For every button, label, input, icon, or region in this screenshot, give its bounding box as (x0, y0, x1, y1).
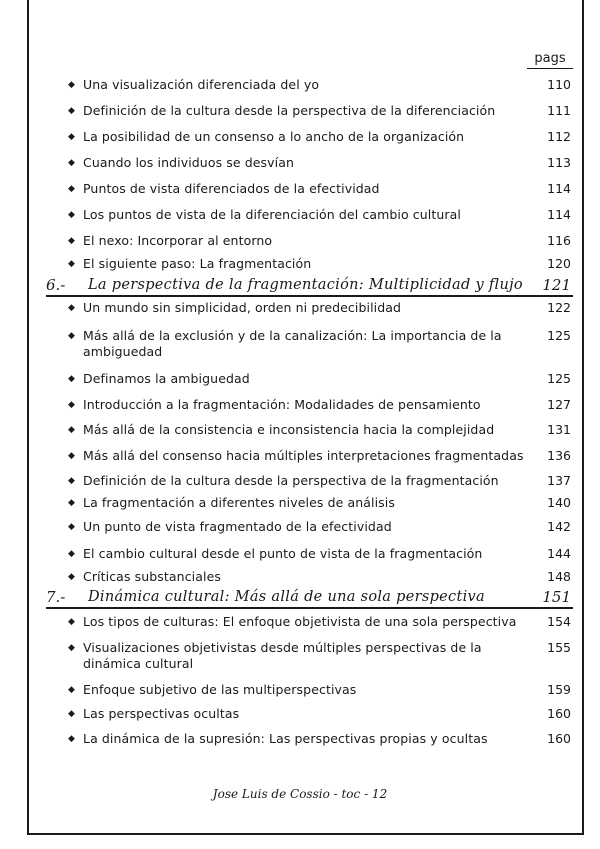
toc-item-text: El nexo: Incorporar al entorno (83, 233, 273, 248)
bullet-diamond-icon: ◆ (68, 709, 75, 719)
toc-item-text: El cambio cultural desde el punto de vista de la fragmentación (83, 546, 483, 561)
bullet-diamond-icon: ◆ (68, 498, 75, 508)
bullet-diamond-icon: ◆ (68, 259, 75, 269)
bullet-diamond-icon: ◆ (68, 425, 75, 435)
toc-item-page-number: 142 (547, 519, 571, 534)
toc-item-text: Las perspectivas ocultas (83, 706, 240, 721)
toc-item-page-number: 140 (547, 495, 571, 510)
toc-item-text: Puntos de vista diferenciados de la efectividad (83, 181, 380, 196)
toc-item-text: Los puntos de vista de la diferenciación del cambio cultural (83, 207, 461, 222)
toc-item-page-number: 154 (547, 614, 571, 629)
toc-item-page-number: 114 (547, 181, 571, 196)
bullet-diamond-icon: ◆ (68, 522, 75, 532)
toc-item-page-number: 160 (547, 731, 571, 746)
chapter-title: La perspectiva de la fragmentación: Multiplicidad y flujo (88, 277, 523, 293)
bullet-diamond-icon: ◆ (68, 549, 75, 559)
toc-item-page-number: 160 (547, 706, 571, 721)
toc-item-text: Cuando los individuos se desvían (83, 155, 295, 170)
chapter-underline (46, 295, 573, 297)
bullet-diamond-icon: ◆ (68, 132, 75, 142)
toc-item-text: Críticas substanciales (83, 569, 221, 584)
toc-item-text: Más allá de la consistencia e inconsistencia hacia la complejidad (83, 422, 495, 437)
toc-item-text: Los tipos de culturas: El enfoque objetivista de una sola perspectiva (83, 614, 517, 629)
toc-item-page-number: 110 (547, 77, 571, 92)
toc-item-page-number: 112 (547, 129, 571, 144)
toc-item-text: La fragmentación a diferentes niveles de análisis (83, 495, 395, 510)
toc-item-page-number: 120 (547, 256, 571, 271)
bullet-diamond-icon: ◆ (68, 303, 75, 313)
toc-item-text: Más allá de la exclusión y de la canalización: La importancia de la ambiguedad (83, 328, 502, 359)
chapter-title: Dinámica cultural: Más allá de una sola perspectiva (88, 589, 485, 605)
toc-item-page-number: 131 (547, 422, 571, 437)
bullet-diamond-icon: ◆ (68, 400, 75, 410)
bullet-diamond-icon: ◆ (68, 210, 75, 220)
toc-item-page-number: 159 (547, 682, 571, 697)
bullet-diamond-icon: ◆ (68, 106, 75, 116)
toc-item-page-number: 125 (547, 371, 571, 386)
toc-item-page-number: 137 (547, 473, 571, 488)
toc-item-page-number: 148 (547, 569, 571, 584)
toc-item-page-number: 122 (547, 300, 571, 315)
toc-item-text: Enfoque subjetivo de las multiperspectivas (83, 682, 357, 697)
toc-item-page-number: 127 (547, 397, 571, 412)
chapter-underline (46, 607, 573, 609)
toc-item-page-number: 114 (547, 207, 571, 222)
bullet-diamond-icon: ◆ (68, 734, 75, 744)
bullet-diamond-icon: ◆ (68, 80, 75, 90)
toc-item-page-number: 113 (547, 155, 571, 170)
bullet-diamond-icon: ◆ (68, 374, 75, 384)
pages-column-header: pags (527, 51, 573, 69)
page-footer: Jose Luis de Cossio - toc - 12 (212, 787, 388, 801)
toc-item-page-number: 116 (547, 233, 571, 248)
bullet-diamond-icon: ◆ (68, 685, 75, 695)
bullet-diamond-icon: ◆ (68, 158, 75, 168)
toc-item-text: Introducción a la fragmentación: Modalidades de pensamiento (83, 397, 481, 412)
toc-item-text: El siguiente paso: La fragmentación (83, 256, 312, 271)
toc-item-page-number: 155 (547, 640, 571, 655)
bullet-diamond-icon: ◆ (68, 451, 75, 461)
bullet-diamond-icon: ◆ (68, 236, 75, 246)
toc-item-text: Más allá del consenso hacia múltiples interpretaciones fragmentadas (83, 448, 524, 463)
chapter-number: 7.- (46, 588, 66, 606)
toc-item-text: Una visualización diferenciada del yo (83, 77, 320, 92)
toc-item-text: Definición de la cultura desde la perspectiva de la diferenciación (83, 103, 496, 118)
bullet-diamond-icon: ◆ (68, 572, 75, 582)
toc-item-page-number: 125 (547, 328, 571, 343)
toc-item-text: Un mundo sin simplicidad, orden ni predecibilidad (83, 300, 402, 315)
chapter-page-number: 121 (542, 276, 571, 294)
toc-item-text: Un punto de vista fragmentado de la efectividad (83, 519, 392, 534)
toc-item-text: La posibilidad de un consenso a lo ancho de la organización (83, 129, 465, 144)
toc-item-page-number: 136 (547, 448, 571, 463)
toc-item-text: Definamos la ambiguedad (83, 371, 250, 386)
chapter-number: 6.- (46, 276, 66, 294)
bullet-diamond-icon: ◆ (68, 331, 75, 341)
chapter-page-number: 151 (542, 588, 571, 606)
bullet-diamond-icon: ◆ (68, 184, 75, 194)
bullet-diamond-icon: ◆ (68, 617, 75, 627)
toc-item-page-number: 111 (547, 103, 571, 118)
bullet-diamond-icon: ◆ (68, 643, 75, 653)
toc-item-text: Visualizaciones objetivistas desde múltiples perspectivas de la dinámica cultural (83, 640, 482, 671)
toc-item-page-number: 144 (547, 546, 571, 561)
bullet-diamond-icon: ◆ (68, 476, 75, 486)
toc-item-text: Definición de la cultura desde la perspectiva de la fragmentación (83, 473, 499, 488)
toc-item-text: La dinámica de la supresión: Las perspectivas propias y ocultas (83, 731, 488, 746)
